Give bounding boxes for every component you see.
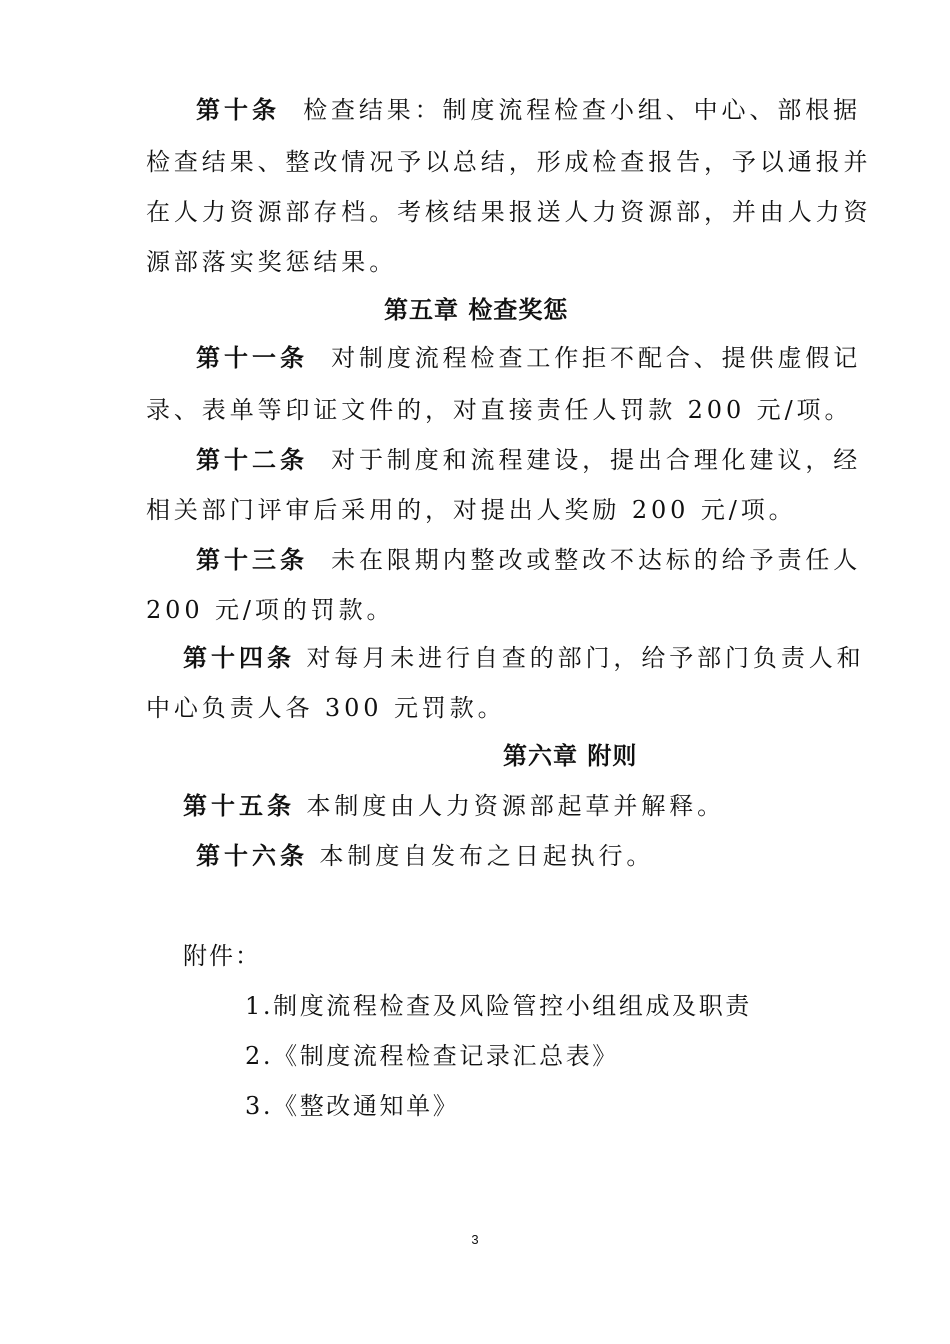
article-14-line-2: 中心负责人各 300 元罚款。 <box>146 694 506 722</box>
article-13-text-1: 未在限期内整改或整改不达标的给予责任人 <box>331 546 862 574</box>
article-16-text-1: 本制度自发布之日起执行。 <box>319 842 655 870</box>
page-number: 3 <box>471 1232 479 1247</box>
article-14-text-1: 对每月未进行自查的部门，给予部门负责人和 <box>306 644 865 672</box>
article-14-line-1 <box>183 642 865 674</box>
article-15-label: 第十五条 <box>183 792 295 820</box>
attachment-item-2: 2.《制度流程检查记录汇总表》 <box>245 1042 619 1070</box>
chapter-five-heading: 第五章 检查奖惩 <box>384 296 569 324</box>
article-10-line-3: 在人力资源部存档。考核结果报送人力资源部，并由人力资 <box>146 198 872 226</box>
article-12-label: 第十二条 <box>196 446 308 474</box>
article-16-line-1 <box>196 840 654 872</box>
article-13-line-1 <box>196 544 861 576</box>
article-11-text-1: 对制度流程检查工作拒不配合、提供虚假记 <box>331 344 862 372</box>
article-12-text-1: 对于制度和流程建设，提出合理化建议，经 <box>331 446 862 474</box>
article-14-label: 第十四条 <box>183 644 295 672</box>
article-16-label: 第十六条 <box>196 842 308 870</box>
article-11-line-1 <box>196 342 861 374</box>
article-10-line-4: 源部落实奖惩结果。 <box>146 248 398 276</box>
article-11-line-2: 录、表单等印证文件的，对直接责任人罚款 200 元/项。 <box>146 396 853 424</box>
article-13-label: 第十三条 <box>196 546 308 574</box>
attachments-title: 附件： <box>183 942 261 970</box>
article-10-line-2: 检查结果、整改情况予以总结，形成检查报告，予以通报并 <box>146 148 872 176</box>
article-10-line-1 <box>196 94 861 126</box>
article-15-text-1: 本制度由人力资源部起草并解释。 <box>306 792 726 820</box>
article-10-label: 第十条 <box>196 96 280 124</box>
article-13-line-2: 200 元/项的罚款。 <box>146 596 395 624</box>
article-10-text-1: 检查结果：制度流程检查小组、中心、部根据 <box>303 96 862 124</box>
article-12-line-2: 相关部门评审后采用的，对提出人奖励 200 元/项。 <box>146 496 797 524</box>
article-15-line-1 <box>183 790 725 822</box>
attachment-item-1: 1.制度流程检查及风险管控小组组成及职责 <box>245 992 752 1020</box>
attachment-item-3: 3.《整改通知单》 <box>245 1092 460 1120</box>
chapter-six-heading: 第六章 附则 <box>503 742 638 770</box>
article-11-label: 第十一条 <box>196 344 308 372</box>
article-12-line-1 <box>196 444 861 476</box>
